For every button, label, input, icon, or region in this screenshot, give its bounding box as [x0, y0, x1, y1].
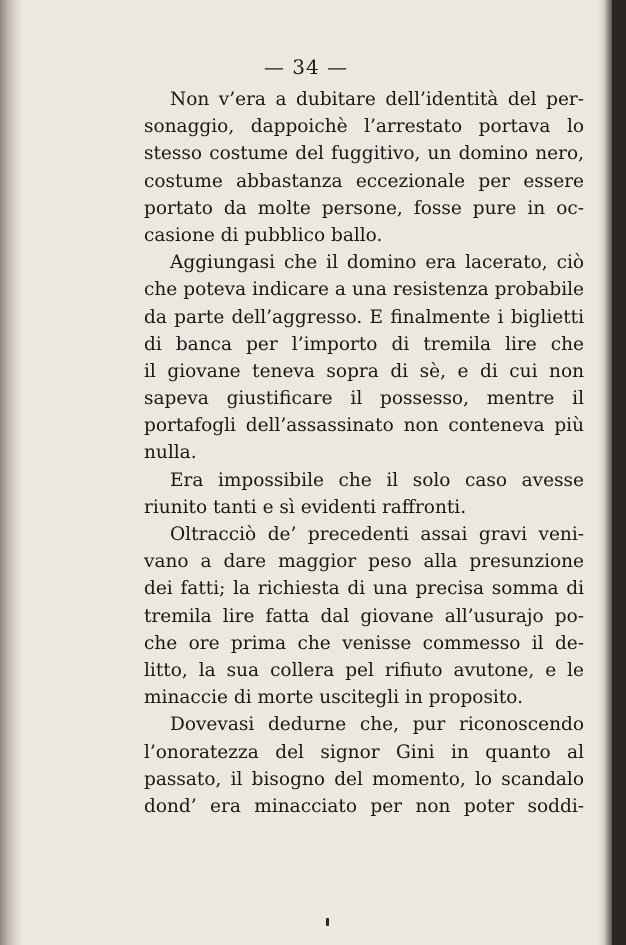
text-line: l’onoratezza del signor Gini in quanto al [144, 741, 584, 763]
text-line: portato da molte persone, fosse pure in oc- [144, 197, 584, 219]
page-edge-shadow [598, 0, 612, 945]
text-line: di banca per l’importo di tremila lire che [144, 333, 584, 355]
text-line: nulla. [144, 442, 197, 464]
page-spine-shadow [0, 0, 22, 945]
text-line: sapeva giustificare il possesso, mentre il [144, 388, 584, 410]
text-line: sonaggio, dappoichè l’arrestato portava lo [144, 116, 584, 138]
ink-speck [326, 918, 329, 926]
text-line: che ore prima che venisse commesso il de- [144, 632, 584, 654]
text-line: dei fatti; la richiesta di una precisa somma di [144, 578, 584, 600]
text-line: il giovane teneva sopra di sè, e di cui non [144, 360, 584, 382]
text-line: litto, la sua collera pel rifiuto avutone, e le [144, 659, 584, 681]
text-line: portafogli dell’assassinato non conteneva più [144, 415, 584, 437]
text-line: che poteva indicare a una resistenza probabile [144, 279, 584, 301]
text-line: Aggiungasi che il domino era lacerato, ciò [170, 252, 584, 274]
text-line: Era impossibile che il solo caso avesse [170, 469, 584, 491]
page-number: — 34 — [263, 55, 349, 79]
text-line: passato, il bisogno del momento, lo scandalo [144, 768, 584, 790]
text-line: casione di pubblico ballo. [144, 224, 383, 246]
text-line: vano a dare maggior peso alla presunzione [144, 551, 584, 573]
body-text [144, 86, 584, 820]
text-line: dond’ era minacciato per non poter soddi- [144, 795, 584, 817]
text-line: Dovevasi dedurne che, pur riconoscendo [170, 714, 584, 736]
text-line: costume abbastanza eccezionale per essere [144, 170, 584, 192]
text-line: Non v’era a dubitare dell’identità del per- [170, 89, 584, 110]
text-line: Oltracciò de’ precedenti assai gravi veni- [170, 524, 584, 545]
text-line: stesso costume del fuggitivo, un domino nero, [144, 143, 584, 165]
text-line: minaccie di morte uscitegli in proposito. [144, 687, 523, 709]
text-line: da parte dell’aggresso. E finalmente i biglietti [144, 306, 584, 328]
text-line: tremila lire fatta dal giovane all’usurajo po- [144, 605, 584, 627]
text-line: riunito tanti e sì evidenti raffronti. [144, 496, 467, 518]
